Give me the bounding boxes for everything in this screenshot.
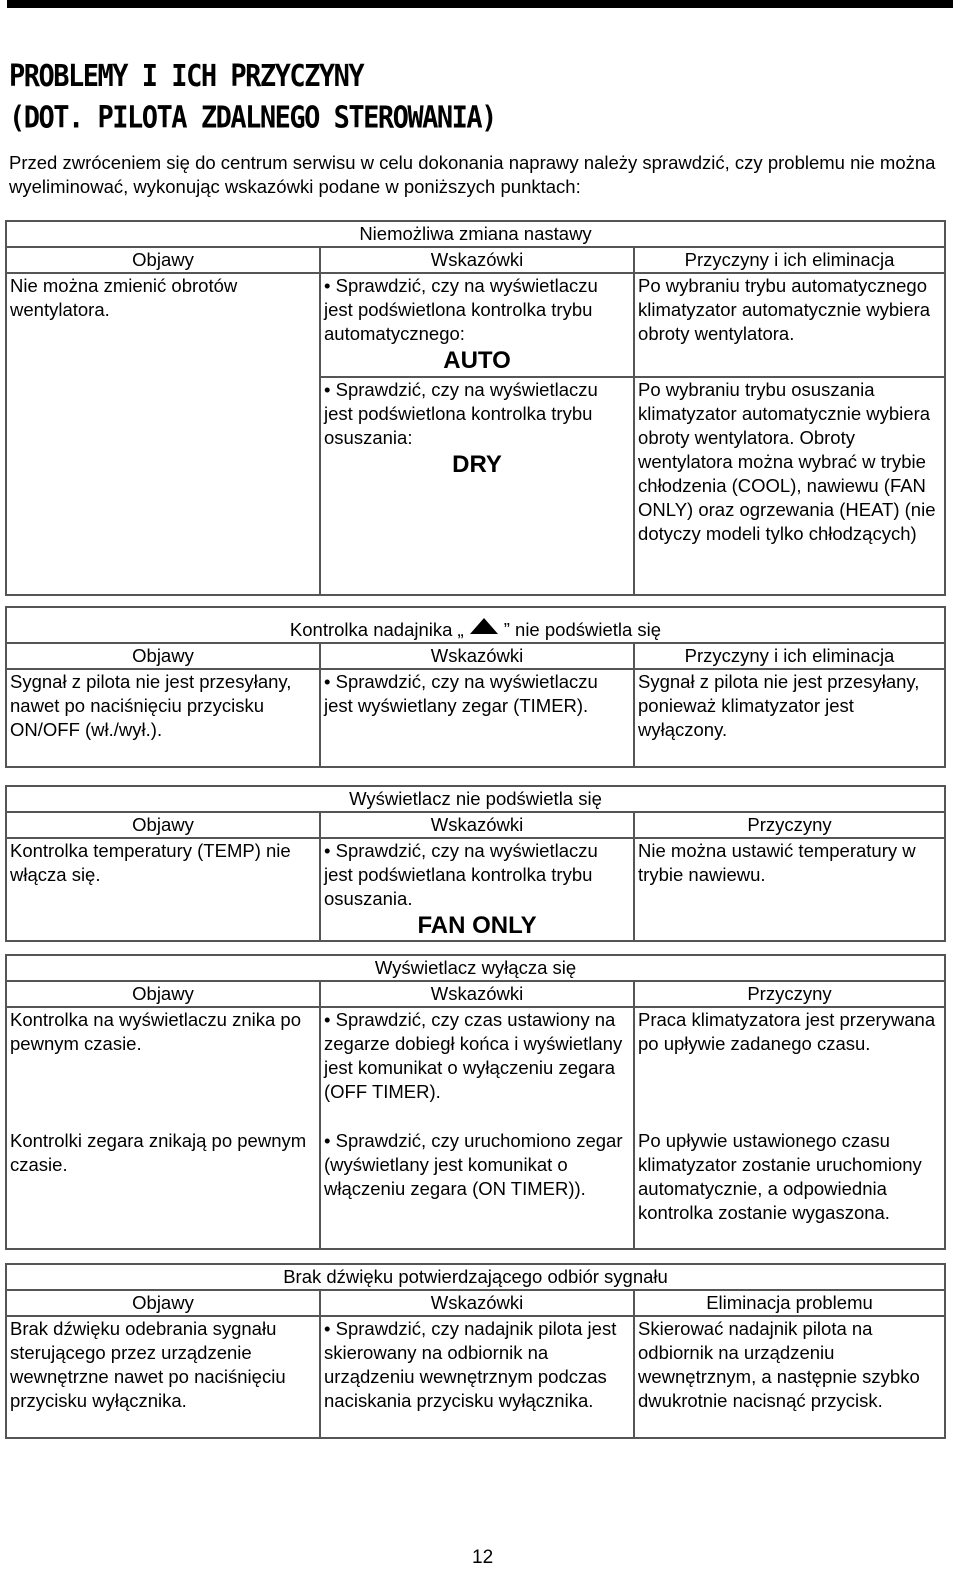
cause-cell: Skierować nadajnik pilota na odbiornik na urządzeniu wewnętrznym, a następnie szybko dwukrotnie nacisnąć przycisk. — [634, 1316, 945, 1438]
column-header: Objawy — [6, 812, 320, 838]
table-transmitter — [5, 606, 946, 768]
mode-label-dry: DRY — [452, 451, 502, 478]
column-header: Objawy — [6, 981, 320, 1007]
page-title-line-2: (DOT. PILOTA ZDALNEGO STEROWANIA) — [9, 100, 496, 136]
hint-cell: • Sprawdzić, czy na wyświetlaczu jest wyświetlany zegar (TIMER). — [320, 669, 634, 767]
symptom-cell: Sygnał z pilota nie jest przesyłany, nawet po naciśnięciu przycisku ON/OFF (wł./wył.). — [6, 669, 320, 767]
symptom-cell: Nie można zmienić obrotów wentylatora. — [6, 273, 320, 595]
mode-label-auto: AUTO — [443, 347, 511, 374]
column-header: Przyczyny — [634, 981, 945, 1007]
column-header: Wskazówki — [320, 1290, 634, 1316]
table-caption: Wyświetlacz wyłącza się — [6, 955, 945, 981]
hint-text: • Sprawdzić, czy na wyświetlaczu jest podświetlana kontrolka trybu osuszania. — [324, 840, 598, 909]
hint-cell — [320, 273, 634, 377]
page-title — [9, 56, 496, 139]
cause-text: Sygnał z pilota nie jest przesyłany, ponieważ klimatyzator jest wyłączony. — [638, 671, 920, 740]
hint-text: • Sprawdzić, czy na wyświetlaczu jest podświetlona kontrolka trybu automatycznego: — [324, 275, 598, 344]
table-caption: Niemożliwa zmiana nastawy — [6, 221, 945, 247]
intro-text: Przed zwróceniem się do centrum serwisu w celu dokonania naprawy należy sprawdzić, czy problemu nie można wyeliminować, wykonując wskazówki podane w poniższych punktach: — [9, 152, 936, 197]
page-number: 12 — [472, 1547, 494, 1568]
hint-cell: • Sprawdzić, czy czas ustawiony na zegarze dobiegł końca i wyświetlany jest komunikat o wyłączeniu zegara (OFF TIMER). — [320, 1007, 634, 1129]
cause-cell: Po wybraniu trybu osuszania klimatyzator automatycznie wybiera obroty wentylatora. Obroty wentylatora można wybrać w trybie chłodzenia (COOL), nawiewu (FAN ONLY) oraz ogrzewania (HEAT) (nie dotyczy modeli tylko chłodzących) — [634, 377, 945, 595]
table-no-beep — [5, 1263, 946, 1439]
symptom-cell: Kontrolka temperatury (TEMP) nie włącza się. — [6, 838, 320, 941]
hint-cell — [320, 838, 634, 941]
cause-cell: Praca klimatyzatora jest przerywana po upływie zadanego czasu. — [634, 1007, 945, 1129]
hint-cell: • Sprawdzić, czy uruchomiono zegar (wyświetlany jest komunikat o włączeniu zegara (ON TIMER)). — [320, 1129, 634, 1249]
table-setting-change — [5, 220, 946, 596]
table-display-turns-off — [5, 954, 946, 1250]
column-header: Eliminacja problemu — [634, 1290, 945, 1316]
column-header: Przyczyny — [634, 812, 945, 838]
column-header: Objawy — [6, 247, 320, 273]
hint-cell: • Sprawdzić, czy nadajnik pilota jest skierowany na odbiornik na urządzeniu wewnętrznym podczas naciskania przycisku wyłącznika. — [320, 1316, 634, 1438]
column-header: Wskazówki — [320, 643, 634, 669]
table-caption: Brak dźwięku potwierdzającego odbiór sygnału — [6, 1264, 945, 1290]
column-header: Objawy — [6, 1290, 320, 1316]
caption-text: ” nie podświetla się — [503, 619, 662, 640]
column-header: Wskazówki — [320, 981, 634, 1007]
cause-cell: Po wybraniu trybu automatycznego klimatyzator automatycznie wybiera obroty wentylatora. — [634, 273, 945, 377]
cause-cell: Nie można ustawić temperatury w trybie nawiewu. — [634, 838, 945, 941]
mode-label-fan-only: FAN ONLY — [417, 912, 537, 939]
table-caption: Wyświetlacz nie podświetla się — [6, 786, 945, 812]
column-header: Wskazówki — [320, 812, 634, 838]
table-display-unlit — [5, 785, 946, 942]
caption-text: Kontrolka nadajnika „ — [289, 619, 464, 640]
page-title-line-1: PROBLEMY I ICH PRZYCZYNY — [9, 59, 364, 95]
triangle-up-icon — [470, 618, 498, 634]
column-header: Wskazówki — [320, 247, 634, 273]
table-caption — [6, 607, 945, 643]
cause-cell: Po upływie ustawionego czasu klimatyzator zostanie uruchomiony automatycznie, a odpowiednia kontrolka zostanie wygaszona. — [634, 1129, 945, 1249]
column-header: Przyczyny i ich eliminacja — [634, 247, 945, 273]
column-header: Przyczyny i ich eliminacja — [634, 643, 945, 669]
symptom-cell: Brak dźwięku odebrania sygnału sterującego przez urządzenie wewnętrzne nawet po naciśnięciu przycisku wyłącznika. — [6, 1316, 320, 1438]
symptom-cell: Kontrolka na wyświetlaczu znika po pewnym czasie. — [6, 1007, 320, 1129]
hint-cell — [320, 377, 634, 595]
symptom-cell: Kontrolki zegara znikają po pewnym czasie. — [6, 1129, 320, 1249]
cause-cell — [634, 669, 945, 767]
column-header: Objawy — [6, 643, 320, 669]
hint-text: • Sprawdzić, czy na wyświetlaczu jest podświetlona kontrolka trybu osuszania: — [324, 379, 598, 448]
header-rule — [7, 0, 953, 8]
